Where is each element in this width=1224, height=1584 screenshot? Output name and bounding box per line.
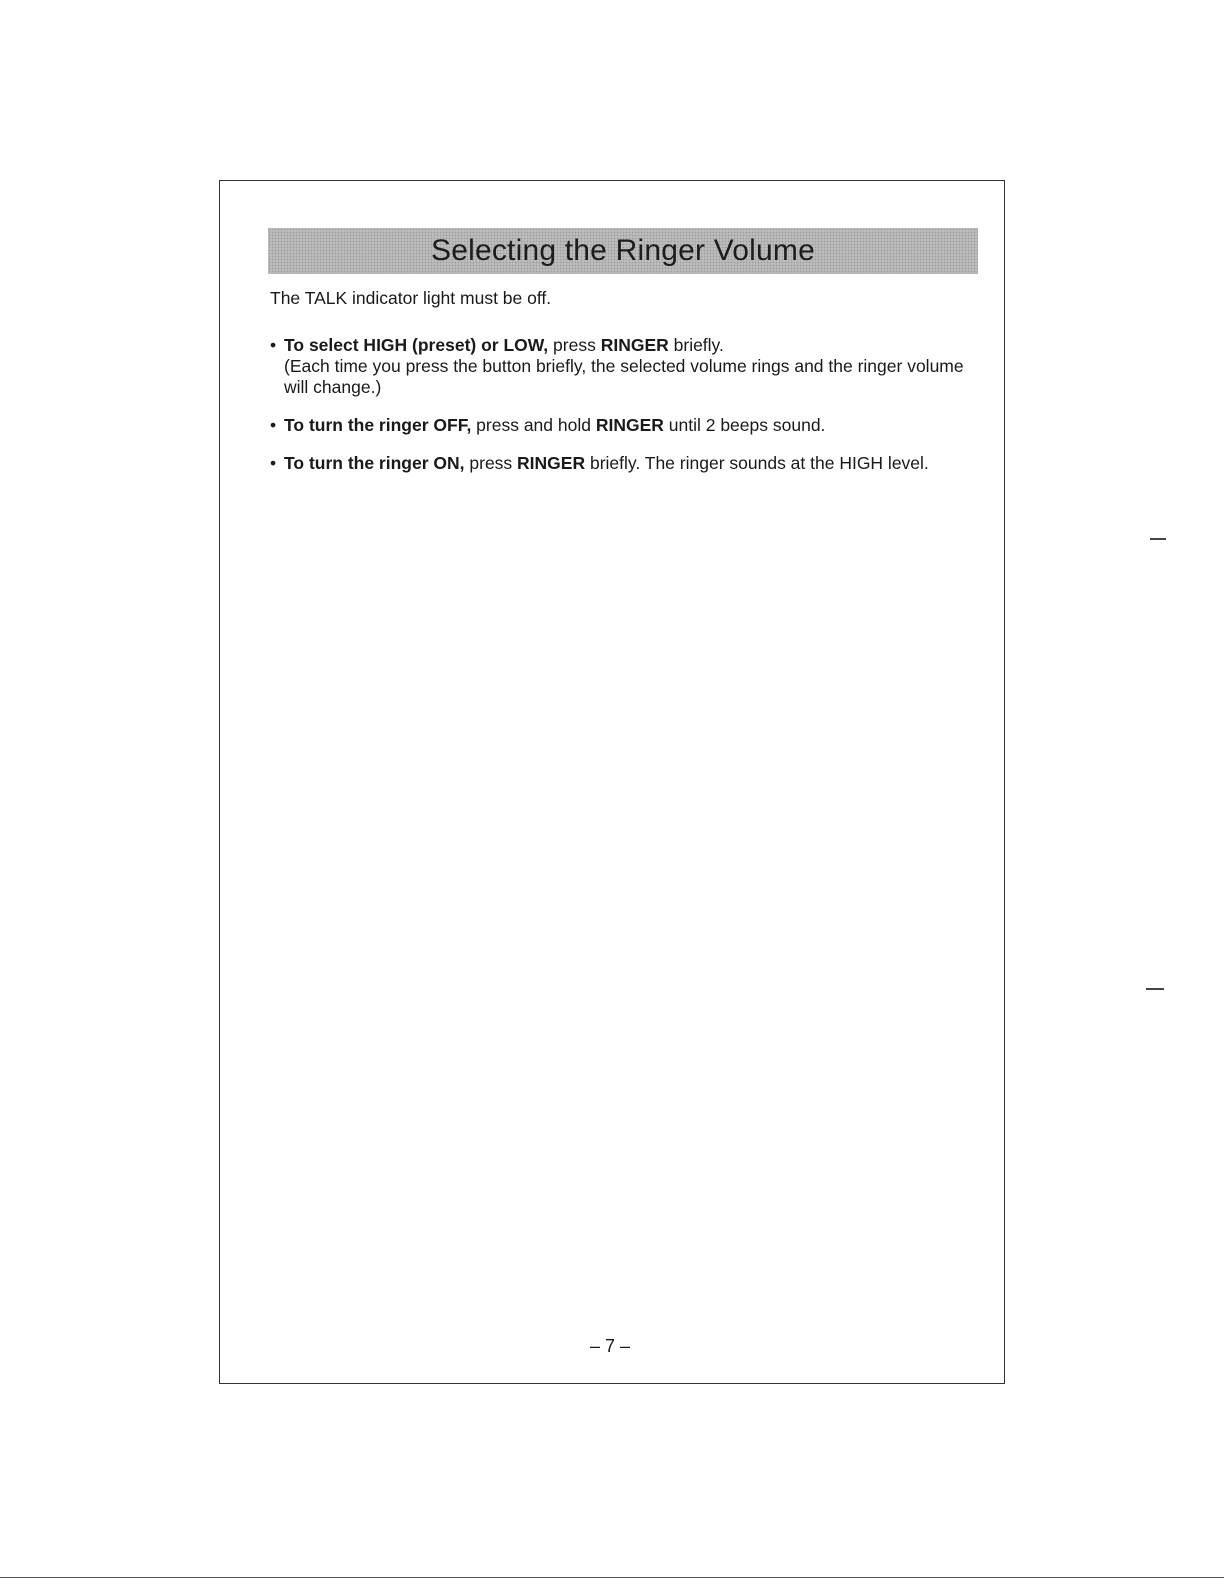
- section-title: Selecting the Ringer Volume: [431, 234, 815, 267]
- bullet-lead: To select HIGH (preset) or LOW,: [284, 335, 549, 355]
- intro-text: The TALK indicator light must be off.: [270, 288, 552, 308]
- instructions-body: [270, 288, 970, 491]
- bullet-item-ringer-on: [270, 453, 970, 474]
- bullet-glyph: •: [270, 453, 277, 473]
- bullet-text: press and hold: [471, 415, 596, 435]
- bullet-text: press: [464, 453, 518, 473]
- ringer-key-label: RINGER: [517, 453, 586, 473]
- bullet-text: until 2 beeps sound.: [663, 415, 826, 435]
- scan-artifact-mark: [1146, 988, 1164, 990]
- bullet-note: (Each time you press the button briefly, the selected volume rings and the ringer volume will change.): [284, 356, 964, 397]
- ringer-key-label: RINGER: [595, 415, 664, 435]
- bottom-scan-edge: [0, 1577, 1224, 1578]
- bullet-lead: To turn the ringer OFF,: [284, 415, 472, 435]
- bullet-text: briefly. The ringer sounds at the HIGH level.: [585, 453, 929, 473]
- scan-artifact-mark: [1150, 538, 1166, 540]
- bullet-glyph: •: [270, 415, 277, 435]
- bullet-text: press: [548, 335, 601, 355]
- section-title-bar: [268, 228, 978, 274]
- bullet-item-ringer-off: [270, 415, 970, 436]
- page-number: – 7 –: [589, 1336, 631, 1356]
- bullet-item-high-low: [270, 335, 970, 398]
- bullet-glyph: •: [270, 335, 277, 355]
- bullet-text: briefly.: [668, 335, 724, 355]
- bullet-lead: To turn the ringer ON,: [284, 453, 465, 473]
- ringer-key-label: RINGER: [600, 335, 669, 355]
